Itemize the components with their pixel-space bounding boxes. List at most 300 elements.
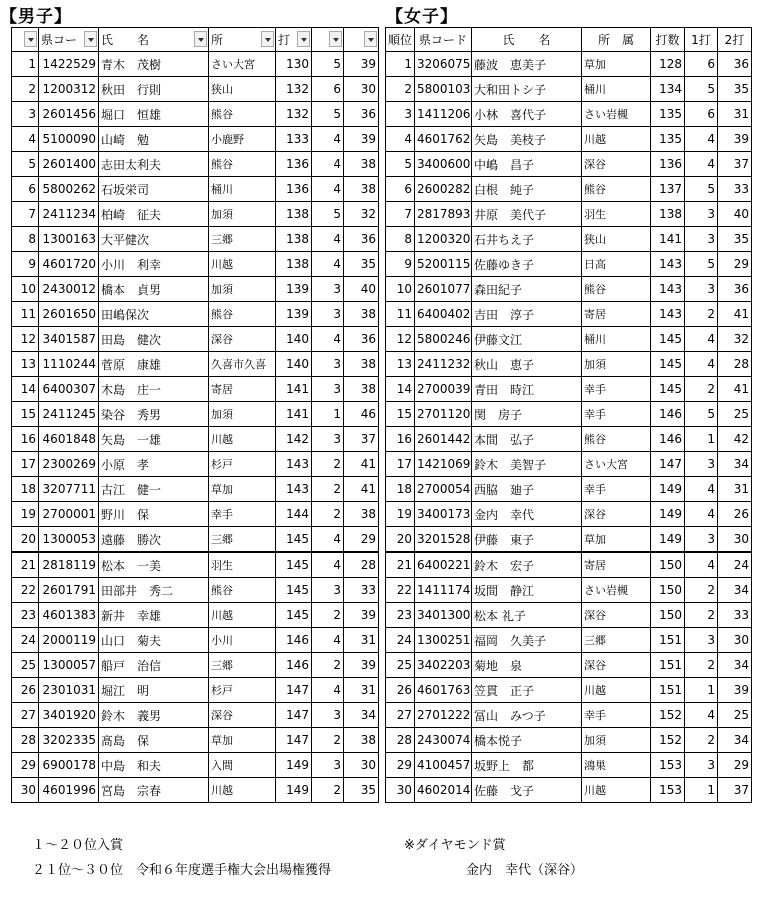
two-stroke-cell[interactable]: 30 <box>718 527 752 553</box>
hole-in-one-cell[interactable]: 4 <box>312 527 344 553</box>
name-cell[interactable]: 伊藤文江 <box>472 327 582 352</box>
club-cell[interactable]: 入間 <box>209 753 276 778</box>
strokes-cell[interactable]: 145 <box>276 527 312 553</box>
name-cell[interactable]: 小川 利幸 <box>99 252 209 277</box>
two-stroke-cell[interactable]: 31 <box>344 678 379 703</box>
hole-in-one-cell[interactable]: 4 <box>312 177 344 202</box>
club-cell[interactable]: 川越 <box>209 603 276 628</box>
hole-in-one-cell[interactable]: 3 <box>685 628 718 653</box>
strokes-cell[interactable]: 139 <box>276 277 312 302</box>
strokes-cell[interactable]: 143 <box>276 452 312 477</box>
club-cell[interactable]: 川越 <box>209 252 276 277</box>
rank-cell[interactable]: 7 <box>12 202 39 227</box>
strokes-cell[interactable]: 137 <box>651 177 685 202</box>
rank-cell[interactable]: 23 <box>12 603 39 628</box>
club-cell[interactable]: 桶川 <box>582 77 651 102</box>
rank-cell[interactable]: 30 <box>386 778 415 803</box>
rank-cell[interactable]: 4 <box>12 127 39 152</box>
club-cell[interactable]: さい大宮 <box>209 52 276 77</box>
hole-in-one-cell[interactable]: 1 <box>685 778 718 803</box>
hole-in-one-cell[interactable]: 2 <box>685 603 718 628</box>
strokes-cell[interactable]: 132 <box>276 102 312 127</box>
rank-cell[interactable]: 18 <box>386 477 415 502</box>
code-cell[interactable]: 2300269 <box>39 452 99 477</box>
strokes-cell[interactable]: 146 <box>276 653 312 678</box>
code-cell[interactable]: 3400600 <box>415 152 472 177</box>
code-cell[interactable]: 1422529 <box>39 52 99 77</box>
rank-cell[interactable]: 1 <box>12 52 39 77</box>
name-cell[interactable]: 田部井 秀二 <box>99 578 209 603</box>
strokes-cell[interactable]: 149 <box>651 502 685 527</box>
rank-cell[interactable]: 29 <box>386 753 415 778</box>
name-cell[interactable]: 鈴木 美智子 <box>472 452 582 477</box>
club-cell[interactable]: 幸手 <box>582 377 651 402</box>
club-cell[interactable]: 寄居 <box>209 377 276 402</box>
hole-in-one-cell[interactable]: 4 <box>685 502 718 527</box>
two-stroke-cell[interactable]: 38 <box>344 352 379 377</box>
two-stroke-cell[interactable]: 24 <box>718 552 752 578</box>
hole-in-one-cell[interactable]: 3 <box>312 277 344 302</box>
code-cell[interactable]: 2701222 <box>415 703 472 728</box>
filter-dropdown-icon[interactable] <box>194 31 207 47</box>
code-cell[interactable]: 2000119 <box>39 628 99 653</box>
two-stroke-cell[interactable]: 42 <box>718 427 752 452</box>
strokes-cell[interactable]: 150 <box>651 578 685 603</box>
club-cell[interactable]: 川越 <box>582 127 651 152</box>
code-cell[interactable]: 4601996 <box>39 778 99 803</box>
hole-in-one-cell[interactable]: 2 <box>312 477 344 502</box>
strokes-cell[interactable]: 141 <box>651 227 685 252</box>
club-cell[interactable]: 深谷 <box>582 603 651 628</box>
strokes-cell[interactable]: 145 <box>276 603 312 628</box>
rank-cell[interactable]: 28 <box>12 728 39 753</box>
code-cell[interactable]: 3401587 <box>39 327 99 352</box>
men-header-name[interactable]: 氏 名 <box>99 28 209 52</box>
hole-in-one-cell[interactable]: 4 <box>685 152 718 177</box>
strokes-cell[interactable]: 149 <box>651 527 685 553</box>
hole-in-one-cell[interactable]: 3 <box>685 527 718 553</box>
name-cell[interactable]: 白根 純子 <box>472 177 582 202</box>
rank-cell[interactable]: 12 <box>386 327 415 352</box>
strokes-cell[interactable]: 135 <box>651 102 685 127</box>
name-cell[interactable]: 冨山 みつ子 <box>472 703 582 728</box>
hole-in-one-cell[interactable]: 3 <box>312 427 344 452</box>
code-cell[interactable]: 1300057 <box>39 653 99 678</box>
hole-in-one-cell[interactable]: 4 <box>312 628 344 653</box>
filter-dropdown-icon[interactable] <box>364 31 377 47</box>
hole-in-one-cell[interactable]: 6 <box>312 77 344 102</box>
strokes-cell[interactable]: 147 <box>276 703 312 728</box>
club-cell[interactable]: 川越 <box>582 778 651 803</box>
code-cell[interactable]: 1411206 <box>415 102 472 127</box>
filter-dropdown-icon[interactable] <box>297 31 310 47</box>
name-cell[interactable]: 橋本 貞男 <box>99 277 209 302</box>
code-cell[interactable]: 2700039 <box>415 377 472 402</box>
name-cell[interactable]: 松本 礼子 <box>472 603 582 628</box>
club-cell[interactable]: 寄居 <box>582 552 651 578</box>
two-stroke-cell[interactable]: 38 <box>344 302 379 327</box>
two-stroke-cell[interactable]: 40 <box>718 202 752 227</box>
rank-cell[interactable]: 21 <box>386 552 415 578</box>
club-cell[interactable]: 加須 <box>209 277 276 302</box>
hole-in-one-cell[interactable]: 3 <box>312 578 344 603</box>
hole-in-one-cell[interactable]: 2 <box>685 578 718 603</box>
code-cell[interactable]: 3401920 <box>39 703 99 728</box>
two-stroke-cell[interactable]: 35 <box>344 778 379 803</box>
name-cell[interactable]: 笠貫 正子 <box>472 678 582 703</box>
club-cell[interactable]: 深谷 <box>582 152 651 177</box>
hole-in-one-cell[interactable]: 2 <box>312 502 344 527</box>
name-cell[interactable]: 染谷 秀男 <box>99 402 209 427</box>
hole-in-one-cell[interactable]: 2 <box>312 728 344 753</box>
rank-cell[interactable]: 22 <box>12 578 39 603</box>
men-header-strokes[interactable]: 打 <box>276 28 312 52</box>
name-cell[interactable]: 福岡 久美子 <box>472 628 582 653</box>
two-stroke-cell[interactable]: 33 <box>718 177 752 202</box>
men-header-two-stroke[interactable] <box>344 28 379 52</box>
code-cell[interactable]: 1411174 <box>415 578 472 603</box>
two-stroke-cell[interactable]: 38 <box>344 152 379 177</box>
club-cell[interactable]: 桶川 <box>209 177 276 202</box>
rank-cell[interactable]: 4 <box>386 127 415 152</box>
club-cell[interactable]: 加須 <box>582 352 651 377</box>
code-cell[interactable]: 2411245 <box>39 402 99 427</box>
club-cell[interactable]: 三郷 <box>209 227 276 252</box>
club-cell[interactable]: 桶川 <box>582 327 651 352</box>
hole-in-one-cell[interactable]: 1 <box>685 678 718 703</box>
two-stroke-cell[interactable]: 36 <box>718 277 752 302</box>
strokes-cell[interactable]: 138 <box>651 202 685 227</box>
club-cell[interactable]: 熊谷 <box>209 152 276 177</box>
code-cell[interactable]: 1110244 <box>39 352 99 377</box>
name-cell[interactable]: 遠藤 勝次 <box>99 527 209 553</box>
rank-cell[interactable]: 9 <box>12 252 39 277</box>
code-cell[interactable]: 3401300 <box>415 603 472 628</box>
hole-in-one-cell[interactable]: 3 <box>685 277 718 302</box>
filter-dropdown-icon[interactable] <box>84 31 97 47</box>
two-stroke-cell[interactable]: 28 <box>718 352 752 377</box>
rank-cell[interactable]: 17 <box>386 452 415 477</box>
hole-in-one-cell[interactable]: 2 <box>685 302 718 327</box>
club-cell[interactable]: 三郷 <box>209 527 276 553</box>
strokes-cell[interactable]: 143 <box>651 277 685 302</box>
club-cell[interactable]: 幸手 <box>582 703 651 728</box>
strokes-cell[interactable]: 151 <box>651 628 685 653</box>
two-stroke-cell[interactable]: 37 <box>718 152 752 177</box>
two-stroke-cell[interactable]: 28 <box>344 552 379 578</box>
hole-in-one-cell[interactable]: 4 <box>685 477 718 502</box>
filter-dropdown-icon[interactable] <box>329 31 342 47</box>
club-cell[interactable]: 日高 <box>582 252 651 277</box>
two-stroke-cell[interactable]: 41 <box>344 452 379 477</box>
code-cell[interactable]: 1300053 <box>39 527 99 553</box>
strokes-cell[interactable]: 149 <box>276 778 312 803</box>
strokes-cell[interactable]: 143 <box>651 302 685 327</box>
club-cell[interactable]: 熊谷 <box>209 302 276 327</box>
name-cell[interactable]: 野川 保 <box>99 502 209 527</box>
strokes-cell[interactable]: 139 <box>276 302 312 327</box>
two-stroke-cell[interactable]: 31 <box>344 628 379 653</box>
strokes-cell[interactable]: 140 <box>276 327 312 352</box>
club-cell[interactable]: 草加 <box>209 477 276 502</box>
rank-cell[interactable]: 25 <box>386 653 415 678</box>
hole-in-one-cell[interactable]: 4 <box>312 327 344 352</box>
strokes-cell[interactable]: 138 <box>276 227 312 252</box>
rank-cell[interactable]: 6 <box>12 177 39 202</box>
code-cell[interactable]: 1300163 <box>39 227 99 252</box>
hole-in-one-cell[interactable]: 3 <box>685 753 718 778</box>
code-cell[interactable]: 5800103 <box>415 77 472 102</box>
code-cell[interactable]: 2601442 <box>415 427 472 452</box>
code-cell[interactable]: 4601848 <box>39 427 99 452</box>
club-cell[interactable]: 草加 <box>582 52 651 77</box>
men-header-rank[interactable] <box>12 28 39 52</box>
name-cell[interactable]: 矢島 美枝子 <box>472 127 582 152</box>
hole-in-one-cell[interactable]: 6 <box>685 52 718 77</box>
club-cell[interactable]: 狭山 <box>582 227 651 252</box>
club-cell[interactable]: さい大宮 <box>582 452 651 477</box>
strokes-cell[interactable]: 153 <box>651 753 685 778</box>
club-cell[interactable]: 幸手 <box>582 402 651 427</box>
two-stroke-cell[interactable]: 35 <box>718 77 752 102</box>
club-cell[interactable]: 羽生 <box>209 552 276 578</box>
filter-dropdown-icon[interactable] <box>261 31 274 47</box>
rank-cell[interactable]: 30 <box>12 778 39 803</box>
strokes-cell[interactable]: 128 <box>651 52 685 77</box>
two-stroke-cell[interactable]: 29 <box>718 753 752 778</box>
two-stroke-cell[interactable]: 26 <box>718 502 752 527</box>
club-cell[interactable]: 狭山 <box>209 77 276 102</box>
rank-cell[interactable]: 16 <box>386 427 415 452</box>
strokes-cell[interactable]: 145 <box>651 352 685 377</box>
code-cell[interactable]: 4601383 <box>39 603 99 628</box>
name-cell[interactable]: 青木 茂樹 <box>99 52 209 77</box>
two-stroke-cell[interactable]: 34 <box>718 653 752 678</box>
two-stroke-cell[interactable]: 29 <box>344 527 379 553</box>
code-cell[interactable]: 5800262 <box>39 177 99 202</box>
two-stroke-cell[interactable]: 32 <box>718 327 752 352</box>
code-cell[interactable]: 5200115 <box>415 252 472 277</box>
rank-cell[interactable]: 11 <box>386 302 415 327</box>
name-cell[interactable]: 坂間 静江 <box>472 578 582 603</box>
code-cell[interactable]: 4100457 <box>415 753 472 778</box>
code-cell[interactable]: 2601077 <box>415 277 472 302</box>
name-cell[interactable]: 中嶋 昌子 <box>472 152 582 177</box>
club-cell[interactable]: 幸手 <box>209 502 276 527</box>
club-cell[interactable]: さい岩槻 <box>582 102 651 127</box>
two-stroke-cell[interactable]: 38 <box>344 502 379 527</box>
strokes-cell[interactable]: 149 <box>276 753 312 778</box>
rank-cell[interactable]: 15 <box>12 402 39 427</box>
rank-cell[interactable]: 13 <box>386 352 415 377</box>
strokes-cell[interactable]: 145 <box>651 377 685 402</box>
hole-in-one-cell[interactable]: 2 <box>685 653 718 678</box>
two-stroke-cell[interactable]: 41 <box>718 302 752 327</box>
strokes-cell[interactable]: 151 <box>651 678 685 703</box>
club-cell[interactable]: 寄居 <box>582 302 651 327</box>
rank-cell[interactable]: 26 <box>12 678 39 703</box>
strokes-cell[interactable]: 132 <box>276 77 312 102</box>
code-cell[interactable]: 3400173 <box>415 502 472 527</box>
hole-in-one-cell[interactable]: 3 <box>312 703 344 728</box>
name-cell[interactable]: 鈴木 宏子 <box>472 552 582 578</box>
hole-in-one-cell[interactable]: 4 <box>685 703 718 728</box>
two-stroke-cell[interactable]: 38 <box>344 377 379 402</box>
hole-in-one-cell[interactable]: 3 <box>685 452 718 477</box>
rank-cell[interactable]: 18 <box>12 477 39 502</box>
strokes-cell[interactable]: 136 <box>276 152 312 177</box>
strokes-cell[interactable]: 146 <box>651 402 685 427</box>
club-cell[interactable]: 深谷 <box>209 703 276 728</box>
strokes-cell[interactable]: 152 <box>651 728 685 753</box>
rank-cell[interactable]: 25 <box>12 653 39 678</box>
strokes-cell[interactable]: 143 <box>651 252 685 277</box>
name-cell[interactable]: 森田紀子 <box>472 277 582 302</box>
club-cell[interactable]: 三郷 <box>209 653 276 678</box>
strokes-cell[interactable]: 142 <box>276 427 312 452</box>
two-stroke-cell[interactable]: 39 <box>344 127 379 152</box>
strokes-cell[interactable]: 145 <box>651 327 685 352</box>
hole-in-one-cell[interactable]: 4 <box>312 678 344 703</box>
strokes-cell[interactable]: 152 <box>651 703 685 728</box>
strokes-cell[interactable]: 147 <box>276 728 312 753</box>
code-cell[interactable]: 2600282 <box>415 177 472 202</box>
club-cell[interactable]: さい岩槻 <box>582 578 651 603</box>
strokes-cell[interactable]: 130 <box>276 52 312 77</box>
two-stroke-cell[interactable]: 39 <box>718 127 752 152</box>
two-stroke-cell[interactable]: 25 <box>718 703 752 728</box>
strokes-cell[interactable]: 145 <box>276 578 312 603</box>
rank-cell[interactable]: 9 <box>386 252 415 277</box>
rank-cell[interactable]: 14 <box>12 377 39 402</box>
rank-cell[interactable]: 16 <box>12 427 39 452</box>
club-cell[interactable]: 深谷 <box>582 502 651 527</box>
club-cell[interactable]: 川越 <box>209 427 276 452</box>
rank-cell[interactable]: 12 <box>12 327 39 352</box>
name-cell[interactable]: 小原 孝 <box>99 452 209 477</box>
code-cell[interactable]: 5800246 <box>415 327 472 352</box>
two-stroke-cell[interactable]: 37 <box>718 778 752 803</box>
strokes-cell[interactable]: 140 <box>276 352 312 377</box>
strokes-cell[interactable]: 143 <box>276 477 312 502</box>
code-cell[interactable]: 3206075 <box>415 52 472 77</box>
two-stroke-cell[interactable]: 34 <box>718 578 752 603</box>
two-stroke-cell[interactable]: 38 <box>344 728 379 753</box>
two-stroke-cell[interactable]: 36 <box>344 102 379 127</box>
hole-in-one-cell[interactable]: 3 <box>312 352 344 377</box>
two-stroke-cell[interactable]: 32 <box>344 202 379 227</box>
name-cell[interactable]: 古江 健一 <box>99 477 209 502</box>
code-cell[interactable]: 5100090 <box>39 127 99 152</box>
name-cell[interactable]: 秋田 行則 <box>99 77 209 102</box>
name-cell[interactable]: 伊藤 東子 <box>472 527 582 553</box>
strokes-cell[interactable]: 136 <box>276 177 312 202</box>
rank-cell[interactable]: 21 <box>12 552 39 578</box>
strokes-cell[interactable]: 133 <box>276 127 312 152</box>
name-cell[interactable]: 松本 一美 <box>99 552 209 578</box>
code-cell[interactable]: 6400402 <box>415 302 472 327</box>
hole-in-one-cell[interactable]: 4 <box>312 227 344 252</box>
rank-cell[interactable]: 10 <box>12 277 39 302</box>
club-cell[interactable]: 深谷 <box>582 653 651 678</box>
club-cell[interactable]: 小鹿野 <box>209 127 276 152</box>
name-cell[interactable]: 堀口 恒雄 <box>99 102 209 127</box>
men-header-code[interactable]: 県コー <box>39 28 99 52</box>
two-stroke-cell[interactable]: 25 <box>718 402 752 427</box>
code-cell[interactable]: 2601791 <box>39 578 99 603</box>
code-cell[interactable]: 1421069 <box>415 452 472 477</box>
code-cell[interactable]: 2601456 <box>39 102 99 127</box>
hole-in-one-cell[interactable]: 4 <box>312 152 344 177</box>
name-cell[interactable]: 橋本悦子 <box>472 728 582 753</box>
name-cell[interactable]: 本間 弘子 <box>472 427 582 452</box>
two-stroke-cell[interactable]: 40 <box>344 277 379 302</box>
club-cell[interactable]: 幸手 <box>582 477 651 502</box>
two-stroke-cell[interactable]: 33 <box>344 578 379 603</box>
club-cell[interactable]: 熊谷 <box>209 578 276 603</box>
strokes-cell[interactable]: 134 <box>651 77 685 102</box>
rank-cell[interactable]: 22 <box>386 578 415 603</box>
strokes-cell[interactable]: 138 <box>276 252 312 277</box>
two-stroke-cell[interactable]: 39 <box>344 52 379 77</box>
rank-cell[interactable]: 7 <box>386 202 415 227</box>
strokes-cell[interactable]: 136 <box>651 152 685 177</box>
code-cell[interactable]: 2701120 <box>415 402 472 427</box>
code-cell[interactable]: 3402203 <box>415 653 472 678</box>
strokes-cell[interactable]: 146 <box>276 628 312 653</box>
name-cell[interactable]: 石井ちえ子 <box>472 227 582 252</box>
rank-cell[interactable]: 3 <box>386 102 415 127</box>
strokes-cell[interactable]: 150 <box>651 603 685 628</box>
rank-cell[interactable]: 17 <box>12 452 39 477</box>
strokes-cell[interactable]: 149 <box>651 477 685 502</box>
name-cell[interactable]: 田島 健次 <box>99 327 209 352</box>
strokes-cell[interactable]: 145 <box>276 552 312 578</box>
hole-in-one-cell[interactable]: 5 <box>685 402 718 427</box>
rank-cell[interactable]: 20 <box>12 527 39 553</box>
name-cell[interactable]: 佐藤ゆき子 <box>472 252 582 277</box>
hole-in-one-cell[interactable]: 2 <box>312 452 344 477</box>
two-stroke-cell[interactable]: 46 <box>344 402 379 427</box>
two-stroke-cell[interactable]: 39 <box>344 603 379 628</box>
name-cell[interactable]: 関 房子 <box>472 402 582 427</box>
strokes-cell[interactable]: 141 <box>276 377 312 402</box>
rank-cell[interactable]: 27 <box>386 703 415 728</box>
code-cell[interactable]: 2700054 <box>415 477 472 502</box>
code-cell[interactable]: 2411234 <box>39 202 99 227</box>
name-cell[interactable]: 小林 喜代子 <box>472 102 582 127</box>
hole-in-one-cell[interactable]: 2 <box>312 653 344 678</box>
two-stroke-cell[interactable]: 30 <box>718 628 752 653</box>
rank-cell[interactable]: 11 <box>12 302 39 327</box>
name-cell[interactable]: 佐藤 戈子 <box>472 778 582 803</box>
two-stroke-cell[interactable]: 34 <box>344 703 379 728</box>
two-stroke-cell[interactable]: 38 <box>344 177 379 202</box>
name-cell[interactable]: 柏崎 征夫 <box>99 202 209 227</box>
rank-cell[interactable]: 8 <box>386 227 415 252</box>
club-cell[interactable]: 小川 <box>209 628 276 653</box>
name-cell[interactable]: 藤波 恵美子 <box>472 52 582 77</box>
code-cell[interactable]: 4602014 <box>415 778 472 803</box>
rank-cell[interactable]: 27 <box>12 703 39 728</box>
hole-in-one-cell[interactable]: 5 <box>685 77 718 102</box>
rank-cell[interactable]: 1 <box>386 52 415 77</box>
code-cell[interactable]: 2601650 <box>39 302 99 327</box>
hole-in-one-cell[interactable]: 5 <box>312 102 344 127</box>
rank-cell[interactable]: 8 <box>12 227 39 252</box>
hole-in-one-cell[interactable]: 4 <box>685 327 718 352</box>
club-cell[interactable]: 熊谷 <box>209 102 276 127</box>
